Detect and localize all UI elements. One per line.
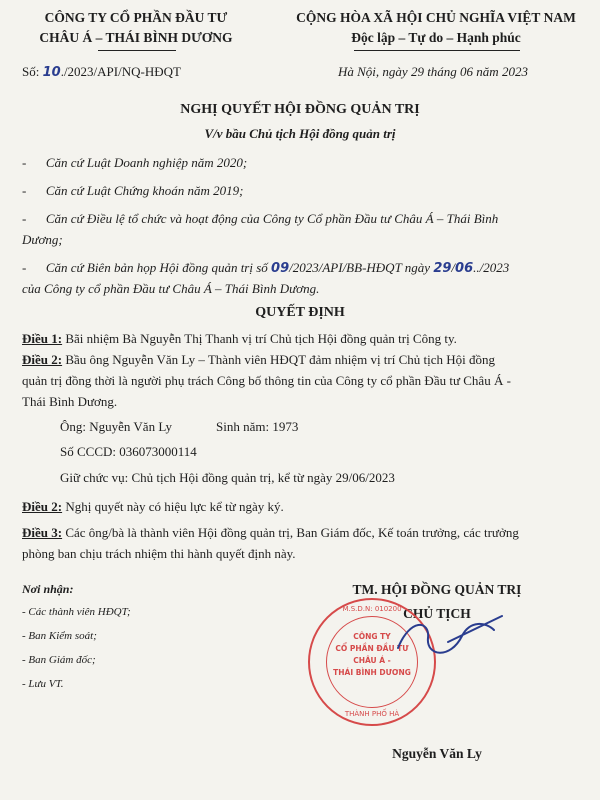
doc-number-prefix: Số: bbox=[22, 64, 43, 79]
recipients-heading: Nơi nhận: bbox=[22, 582, 74, 596]
minutes-month-handwritten: 06 bbox=[455, 261, 474, 276]
document-subject: V/v bầu Chủ tịch Hội đồng quản trị bbox=[204, 126, 396, 141]
doc-number-suffix: ./2023/API/NQ-HĐQT bbox=[60, 64, 181, 79]
decision-heading: QUYẾT ĐỊNH bbox=[255, 305, 345, 320]
person-id-number: Số CCCD: 036073000114 bbox=[60, 444, 197, 459]
basis-item-2: - Căn cứ Luật Chứng khoán năm 2019; bbox=[22, 183, 244, 198]
place-date: Hà Nội, ngày 29 tháng 06 năm 2023 bbox=[338, 64, 528, 79]
company-name-line2: CHÂU Á – THÁI BÌNH DƯƠNG bbox=[39, 30, 233, 45]
article-2-label: Điều 2: bbox=[22, 352, 63, 367]
country-motto: Độc lập – Tự do – Hạnh phúc bbox=[351, 30, 521, 45]
basis-item-4-cont: của Công ty cổ phần Đầu tư Châu Á – Thái Bình Dương. bbox=[22, 281, 320, 296]
article-3-line2: phòng ban chịu trách nhiệm thi hành quyết định này. bbox=[22, 546, 296, 561]
basis-item-1: - Căn cứ Luật Doanh nghiệp năm 2020; bbox=[22, 155, 248, 170]
country-name: CỘNG HÒA XÃ HỘI CHỦ NGHĨA VIỆT NAM bbox=[296, 10, 576, 25]
signature-org: TM. HỘI ĐỒNG QUẢN TRỊ bbox=[352, 582, 522, 597]
basis-item-4: - Căn cứ Biên bản họp Hội đồng quản trị số 09/2023/API/BB-HĐQT ngày 29/06../2023 bbox=[22, 260, 510, 276]
article-2b-text: Nghị quyết này có hiệu lực kể từ ngày ký. bbox=[62, 499, 284, 514]
company-name-line1: CÔNG TY CỔ PHẦN ĐẦU TƯ bbox=[44, 10, 228, 25]
article-2-line2: quản trị đồng thời là người phụ trách Công bố thông tin của Công ty cổ phần Đầu tư Châu Á - bbox=[22, 373, 511, 388]
seal-text-line: CỔ PHẦN ĐẦU TƯ bbox=[335, 644, 409, 653]
article-3-line1: Các ông/bà là thành viên Hội đồng quản trị, Ban Giám đốc, Kế toán trưởng, các trưởng bbox=[62, 525, 519, 540]
article-2-line3: Thái Bình Dương. bbox=[22, 394, 118, 409]
signature-role: CHỦ TỊCH bbox=[403, 606, 471, 621]
article-1 bbox=[22, 328, 578, 349]
seal-rim-text: M.S.D.N: 010200 bbox=[342, 605, 402, 613]
basis-item-3-cont: Dương; bbox=[22, 232, 63, 247]
basis-text-1: Căn cứ Luật Doanh nghiệp năm 2020; bbox=[45, 155, 248, 170]
minutes-year: ../2023 bbox=[473, 260, 510, 275]
person-birth-year: Sinh năm: 1973 bbox=[216, 419, 299, 434]
basis-item-3: - Căn cứ Điều lệ tổ chức và hoạt động của Công ty Cổ phần Đầu tư Châu Á – Thái Bình bbox=[22, 211, 499, 226]
basis-text-3: Căn cứ Điều lệ tổ chức và hoạt động của Công ty Cổ phần Đầu tư Châu Á – Thái Bình bbox=[45, 211, 499, 226]
seal-rim-text: THÀNH PHỐ HÀ bbox=[344, 710, 400, 718]
minutes-date-sep: / bbox=[451, 260, 456, 275]
article-1-label: Điều 1: bbox=[22, 331, 63, 346]
article-1-text: Bãi nhiệm Bà Nguyễn Thị Thanh vị trí Chủ tịch Hội đồng quản trị Công ty. bbox=[62, 331, 457, 346]
article-2 bbox=[22, 349, 578, 370]
minutes-number-suffix: /2023/API/BB-HĐQT ngày bbox=[289, 260, 434, 275]
article-2-line1: Bầu ông Nguyễn Văn Ly – Thành viên HĐQT đảm nhiệm vị trí Chủ tịch Hội đồng bbox=[62, 352, 496, 367]
signature-scribble bbox=[390, 608, 510, 668]
article-3-label: Điều 3: bbox=[22, 525, 63, 540]
seal-text-line: CÔNG TY bbox=[353, 632, 391, 641]
recipient-item: - Ban Giám đốc; bbox=[22, 654, 96, 666]
doc-number-handwritten: 10 bbox=[42, 65, 61, 80]
article-3 bbox=[22, 522, 578, 543]
company-underline bbox=[98, 50, 176, 51]
motto-underline bbox=[354, 50, 520, 51]
article-2b bbox=[22, 496, 578, 517]
minutes-number-handwritten: 09 bbox=[271, 261, 290, 276]
recipient-item: - Ban Kiểm soát; bbox=[22, 630, 97, 642]
document-title: NGHỊ QUYẾT HỘI ĐỒNG QUẢN TRỊ bbox=[180, 102, 420, 117]
seal-text-line: THÁI BÌNH DƯƠNG bbox=[333, 668, 411, 677]
signatory-name: Nguyễn Văn Ly bbox=[392, 746, 482, 761]
article-2b-label: Điều 2: bbox=[22, 499, 63, 514]
basis-text-2: Căn cứ Luật Chứng khoán năm 2019; bbox=[45, 183, 244, 198]
person-position: Giữ chức vụ: Chủ tịch Hội đồng quản trị, kể từ ngày 29/06/2023 bbox=[60, 470, 395, 485]
recipient-item: - Các thành viên HĐQT; bbox=[22, 606, 131, 618]
person-name: Ông: Nguyễn Văn Ly bbox=[60, 419, 173, 434]
doc-number bbox=[22, 64, 181, 80]
minutes-day-handwritten: 29 bbox=[433, 261, 452, 276]
basis-text-4: Căn cứ Biên bản họp Hội đồng quản trị số bbox=[45, 260, 272, 275]
seal-text-line: CHÂU Á - bbox=[353, 656, 391, 665]
recipient-item: - Lưu VT. bbox=[22, 678, 64, 690]
